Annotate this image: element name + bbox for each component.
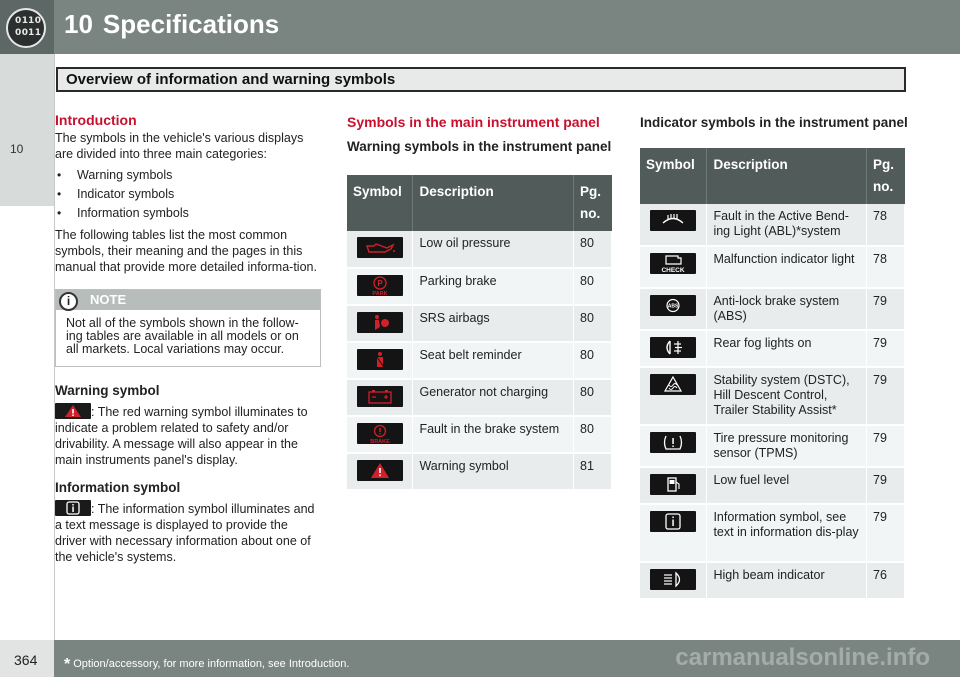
watermark: carmanualsonline.info: [675, 644, 930, 671]
symbol-cell: [640, 425, 707, 467]
fuel-pump-icon: [650, 474, 696, 495]
chapter-tab: [0, 54, 54, 206]
warning-symbol-heading: Warning symbol: [55, 383, 160, 398]
parking-brake-icon: [357, 275, 403, 296]
list-item: • Warning symbols: [55, 166, 321, 185]
warning-triangle-icon: [357, 460, 403, 481]
abs-icon: [650, 295, 696, 316]
page-cell: 79: [867, 330, 905, 367]
page-number-box: [0, 640, 54, 677]
column-header-description: Description: [707, 148, 867, 204]
information-symbol-heading: Information symbol: [55, 480, 181, 495]
svg-text:P: P: [377, 279, 383, 288]
page-cell: 78: [867, 204, 905, 246]
table-row: [640, 246, 905, 288]
table-row: [347, 231, 612, 268]
symbol-cell: [640, 367, 707, 425]
indicator-table-heading: Indicator symbols in the instrument panel: [640, 115, 908, 130]
intro-paragraph: The symbols in the vehicle's various displays are divided into three main categories:: [55, 131, 304, 161]
binary-digits-icon: 01 10 00 11: [6, 8, 46, 48]
chapter-header: [0, 0, 960, 54]
table-row: [347, 268, 612, 305]
table-row: [347, 416, 612, 453]
table-header-row: [347, 175, 612, 231]
stability-icon: [650, 374, 696, 395]
symbol-cell: [640, 204, 707, 246]
symbol-cell: [640, 562, 707, 599]
description-cell: Information symbol, see text in information dis-play: [707, 504, 867, 562]
table-row: [640, 330, 905, 367]
note-header: [56, 290, 320, 310]
table-row: [347, 305, 612, 342]
symbol-cell: [640, 330, 707, 367]
table-row: [347, 342, 612, 379]
symbol-cell: [640, 467, 707, 504]
description-cell: SRS airbags: [413, 305, 574, 342]
description-cell: Warning symbol: [413, 453, 574, 490]
page-cell: 80: [574, 268, 612, 305]
table-row: [640, 562, 905, 599]
info-circle-icon: i: [59, 292, 78, 311]
column-header-symbol: Symbol: [347, 175, 413, 231]
table-row: [640, 367, 905, 425]
description-cell: Fault in the Active Bend-ing Light (ABL)*system: [707, 204, 867, 246]
description-cell: Malfunction indicator light: [707, 246, 867, 288]
table-row: [640, 425, 905, 467]
page-cell: 79: [867, 467, 905, 504]
abs-label: ABS: [667, 303, 679, 310]
brake-label: BRAKE: [369, 439, 390, 444]
warning-symbol-description: : The red warning symbol illuminates to indicate a problem related to safety and/or drivability. A message will also appear in the main instruments panel's display.: [55, 405, 308, 467]
intro-column: [55, 112, 321, 565]
intro-paragraph-2: The following tables list the most common symbols, their meaning and the pages in this manual that provide more detailed informa-tion.: [55, 228, 317, 274]
column-header-page: Pg. no.: [867, 148, 905, 204]
warning-symbols-table: [347, 175, 612, 491]
column-header-description: Description: [413, 175, 574, 231]
description-cell: Stability system (DSTC), Hill Descent Control, Trailer Stability Assist*: [707, 367, 867, 425]
warning-table-heading: Warning symbols in the instrument panel: [347, 139, 612, 154]
page-cell: 79: [867, 288, 905, 330]
note-title: NOTE: [90, 292, 127, 307]
description-cell: Tire pressure monitoring sensor (TPMS): [707, 425, 867, 467]
battery-icon: [357, 386, 403, 407]
seat-belt-icon: [357, 349, 403, 370]
column-header-symbol: Symbol: [640, 148, 707, 204]
symbol-cell: [347, 453, 413, 490]
rear-fog-icon: [650, 337, 696, 358]
description-cell: Generator not charging: [413, 379, 574, 416]
description-cell: Rear fog lights on: [707, 330, 867, 367]
chapter-title: [64, 9, 279, 40]
category-list: [55, 166, 321, 223]
description-cell: Seat belt reminder: [413, 342, 574, 379]
parking-brake-label: PARK: [372, 291, 388, 296]
info-symbol-icon: [55, 500, 91, 516]
description-cell: Low fuel level: [707, 467, 867, 504]
symbol-cell: [640, 246, 707, 288]
symbol-cell: [347, 342, 413, 379]
description-cell: Anti-lock brake system (ABS): [707, 288, 867, 330]
intro-heading: Introduction: [55, 112, 137, 128]
list-item: • Indicator symbols: [55, 185, 321, 204]
column-header-page: Pg. no.: [574, 175, 612, 231]
page-cell: 79: [867, 367, 905, 425]
main-panel-heading-block: [347, 114, 617, 155]
table-row: [347, 379, 612, 416]
description-cell: High beam indicator: [707, 562, 867, 599]
footnote-star: *: [64, 656, 71, 673]
footnote-text: Option/accessory, for more information, see Introduction.: [73, 658, 350, 670]
description-cell: Fault in the brake system: [413, 416, 574, 453]
page-cell: 78: [867, 246, 905, 288]
page-cell: 80: [574, 416, 612, 453]
chapter-name: Specifications: [102, 9, 280, 39]
high-beam-icon: [650, 569, 696, 590]
chapter-number: 10: [64, 9, 93, 39]
page-cell: 79: [867, 504, 905, 562]
page-footer: [0, 640, 960, 677]
check-engine-icon: [650, 253, 696, 274]
chapter-icon-box: [0, 0, 54, 54]
chapter-tab-number: 10: [10, 142, 24, 156]
indicator-symbols-table: [640, 148, 905, 600]
oil-can-icon: [357, 237, 403, 258]
table-row: [640, 204, 905, 246]
page-cell: 76: [867, 562, 905, 599]
indicator-heading-block: [640, 114, 910, 131]
symbol-cell: [347, 305, 413, 342]
warning-triangle-icon: [55, 403, 91, 419]
list-item: • Information symbols: [55, 204, 321, 223]
information-symbol-text: [55, 500, 321, 565]
information-symbol-description: : The information symbol illuminates and a text message is displayed to provide the driver with necessary information about one of the vehicle's systems.: [55, 502, 315, 564]
page-cell: 80: [574, 231, 612, 268]
symbol-cell: [640, 288, 707, 330]
check-label: CHECK: [661, 267, 685, 274]
section-title: Overview of information and warning symbols: [66, 71, 396, 88]
tire-pressure-icon: [650, 432, 696, 453]
table-row: [640, 288, 905, 330]
table-row: [640, 467, 905, 504]
page-cell: 80: [574, 342, 612, 379]
page-cell: 81: [574, 453, 612, 490]
description-cell: Parking brake: [413, 268, 574, 305]
note-body: Not all of the symbols shown in the follow-ing tables are available in all models or on all markets. Local variations may occur.: [66, 316, 299, 356]
symbol-cell: [347, 231, 413, 268]
brake-fault-icon: [357, 423, 403, 444]
page-cell: 80: [574, 305, 612, 342]
symbol-cell: [347, 379, 413, 416]
page-number: 364: [14, 652, 38, 668]
table-row: [347, 453, 612, 490]
airbag-icon: [357, 312, 403, 333]
section-title-bar: [56, 67, 906, 92]
table-header-row: [640, 148, 905, 204]
main-panel-heading: Symbols in the main instrument panel: [347, 114, 600, 130]
bend-light-icon: [650, 210, 696, 231]
symbol-cell: [640, 504, 707, 562]
table-row: [640, 504, 905, 562]
symbol-cell: [347, 268, 413, 305]
page-cell: 80: [574, 379, 612, 416]
warning-symbol-text: [55, 403, 321, 468]
symbol-cell: [347, 416, 413, 453]
page-cell: 79: [867, 425, 905, 467]
footer-note: [64, 654, 349, 672]
note-box: [55, 289, 321, 367]
info-symbol-icon: [650, 511, 696, 532]
description-cell: Low oil pressure: [413, 231, 574, 268]
